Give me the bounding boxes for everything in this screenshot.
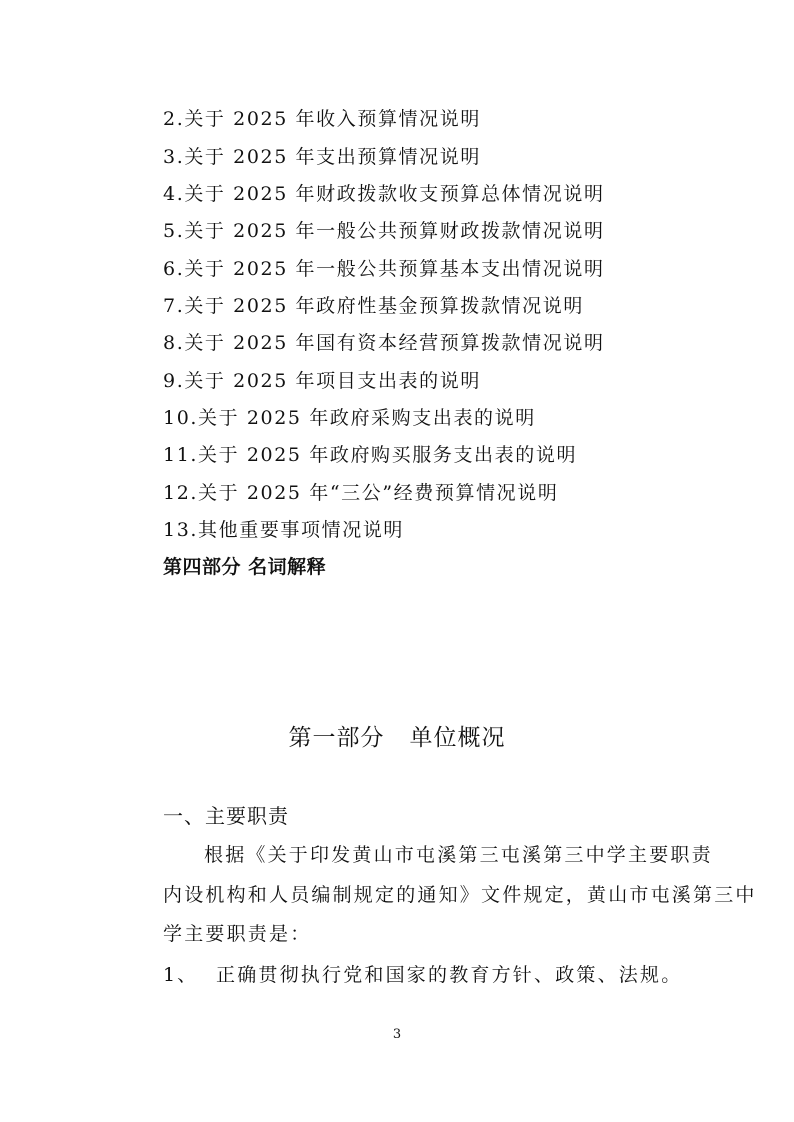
toc-item: 2.关于 2025 年收入预算情况说明: [163, 108, 481, 130]
duty-number: 1、: [163, 964, 199, 986]
paragraph-line: 学主要职责是：: [163, 923, 312, 945]
toc-item: 12.关于 2025 年“三公”经费预算情况说明: [163, 482, 559, 504]
page-number: 3: [392, 1027, 402, 1042]
toc-item: 13.其他重要事项情况说明: [163, 519, 405, 541]
toc-item: 5.关于 2025 年一般公共预算财政拨款情况说明: [163, 220, 605, 242]
part1-title: 第一部分 单位概况: [288, 725, 506, 751]
section-title-main-duties: 一、主要职责: [163, 804, 289, 828]
toc-item: 10.关于 2025 年政府采购支出表的说明: [163, 407, 536, 429]
toc-item: 8.关于 2025 年国有资本经营预算拨款情况说明: [163, 332, 605, 354]
toc-item: 9.关于 2025 年项目支出表的说明: [163, 370, 481, 392]
toc-item: 6.关于 2025 年一般公共预算基本支出情况说明: [163, 258, 605, 280]
toc-item: 3.关于 2025 年支出预算情况说明: [163, 146, 481, 168]
duty-text: 正确贯彻执行党和国家的教育方针、政策、法规。: [216, 964, 683, 986]
paragraph-line: 内设机构和人员编制规定的通知》文件规定，黄山市屯溪第三中: [163, 884, 757, 906]
toc-item: 11.关于 2025 年政府购买服务支出表的说明: [163, 444, 578, 466]
toc-item: 4.关于 2025 年财政拨款收支预算总体情况说明: [163, 183, 605, 205]
paragraph-line: 根据《关于印发黄山市屯溪第三屯溪第三中学主要职责: [204, 844, 713, 866]
toc-part4-heading: 第四部分 名词解释: [163, 556, 327, 578]
toc-item: 7.关于 2025 年政府性基金预算拨款情况说明: [163, 295, 584, 317]
